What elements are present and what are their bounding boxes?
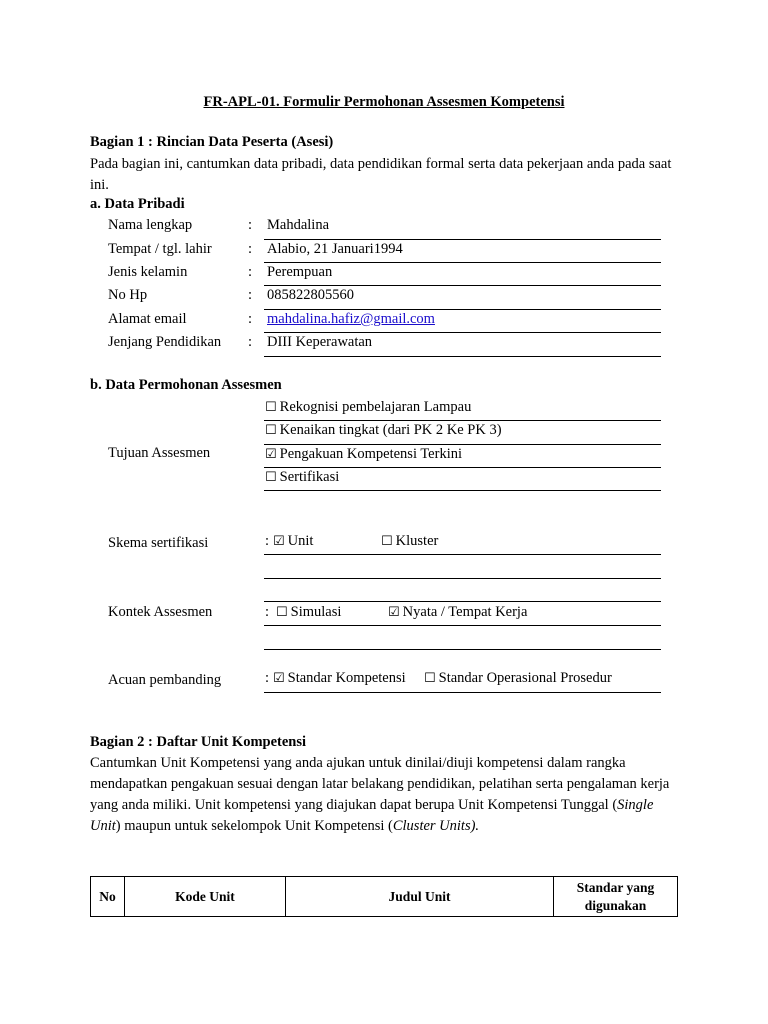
field-colon: : [248,334,253,350]
col-header-kode-unit: Kode Unit [125,877,286,917]
field-underline [264,262,661,263]
skema-label: Skema sertifikasi [108,535,209,551]
checkbox-checked-icon[interactable]: ☑ [273,534,285,549]
bagian2-heading: Bagian 2 : Daftar Unit Kompetensi [90,734,307,750]
tujuan-option-kenaikan[interactable]: ☐ Kenaikan tingkat (dari PK 2 Ke PK 3) [265,422,502,438]
checkbox-unchecked-icon[interactable]: ☐ [276,605,288,620]
field-label-no-hp: No Hp [108,287,148,303]
field-value-no-hp: 085822805560 [267,287,354,303]
checkbox-unchecked-icon[interactable]: ☐ [265,423,277,438]
field-colon: : [248,311,253,327]
acuan-label: Acuan pembanding [108,672,222,688]
form-title: FR-APL-01. Formulir Permohonan Assesmen Kompetensi [203,94,565,110]
skema-option-unit[interactable]: ☑ Unit [273,533,314,549]
unit-kompetensi-table [90,876,678,917]
option-underline [264,554,661,555]
tujuan-option-rpl[interactable]: ☐ Rekognisi pembelajaran Lampau [265,399,472,415]
acuan-colon: : [265,670,270,686]
checkbox-unchecked-icon[interactable]: ☐ [265,400,277,415]
option-underline [264,420,661,421]
checkbox-checked-icon[interactable]: ☑ [265,447,277,462]
option-underline [264,467,661,468]
tujuan-option-pengakuan[interactable]: ☑ Pengakuan Kompetensi Terkini [265,446,463,462]
skema-colon: : [265,533,270,549]
field-label-nama: Nama lengkap [108,217,193,233]
field-colon: : [248,287,253,303]
field-label-jenjang: Jenjang Pendidikan [108,334,222,350]
tujuan-label: Tujuan Assesmen [108,445,211,461]
checkbox-unchecked-icon[interactable]: ☐ [265,470,277,485]
checkbox-unchecked-icon[interactable]: ☐ [381,534,393,549]
field-value-nama: Mahdalina [267,217,330,233]
col-header-standar: Standar yang digunakan [554,877,678,917]
field-label-email: Alamat email [108,311,187,327]
option-underline [264,692,661,693]
checkbox-checked-icon[interactable]: ☑ [388,605,400,620]
email-link[interactable]: mahdalina.hafiz@gmail.com [267,311,435,327]
option-underline [264,444,661,445]
blank-underline [264,601,661,602]
field-colon: : [248,264,253,280]
tujuan-option-sertifikasi[interactable]: ☐ Sertifikasi [265,469,340,485]
col-header-no: No [91,877,125,917]
checkbox-unchecked-icon[interactable]: ☐ [424,671,436,686]
bagian2-intro: Cantumkan Unit Kompetensi yang anda ajukan untuk dinilai/diuji kompetensi dalam rangka mendapatkan pengakuan sesuai dengan latar belakang pendidikan, pelatihan serta pengalaman kerja yang anda miliki. Unit kompetensi yang diajukan dapat berupa Unit Kompetensi Tunggal (Single Unit) maupun untuk sekelompok Unit Kompetensi (Cluster Units). [90,755,670,834]
checkbox-checked-icon[interactable]: ☑ [273,671,285,686]
bagian1-intro: Pada bagian ini, cantumkan data pribadi, data pendidikan formal serta data pekerjaan anda pada saat ini. [90,156,672,193]
bagian1-heading: Bagian 1 : Rincian Data Peserta (Asesi) [90,134,334,150]
kontek-option-simulasi[interactable]: ☐ Simulasi [276,604,342,620]
field-underline [264,309,661,310]
kontek-label: Kontek Assesmen [108,604,213,620]
field-value-ttl: Alabio, 21 Januari1994 [267,241,403,257]
skema-option-kluster[interactable]: ☐ Kluster [381,533,439,549]
acuan-option-standar-kompetensi[interactable]: ☑ Standar Kompetensi [273,670,406,686]
field-underline [264,239,661,240]
table-header-row [91,877,678,917]
field-label-jenis-kelamin: Jenis kelamin [108,264,188,280]
field-underline [264,332,661,333]
field-value-jenis-kelamin: Perempuan [267,264,333,280]
col-header-judul-unit: Judul Unit [286,877,554,917]
field-colon: : [248,217,253,233]
field-value-jenjang: DIII Keperawatan [267,334,373,350]
kontek-colon: : [265,604,270,620]
acuan-option-sop[interactable]: ☐ Standar Operasional Prosedur [424,670,612,686]
field-underline [264,356,661,357]
field-label-ttl: Tempat / tgl. lahir [108,241,212,257]
field-colon: : [248,241,253,257]
blank-underline [264,649,661,650]
data-pribadi-heading: a. Data Pribadi [90,196,185,212]
kontek-option-nyata[interactable]: ☑ Nyata / Tempat Kerja [388,604,528,620]
option-underline [264,625,661,626]
blank-underline [264,578,661,579]
option-underline [264,490,661,491]
field-underline [264,285,661,286]
permohonan-heading: b. Data Permohonan Assesmen [90,377,282,393]
